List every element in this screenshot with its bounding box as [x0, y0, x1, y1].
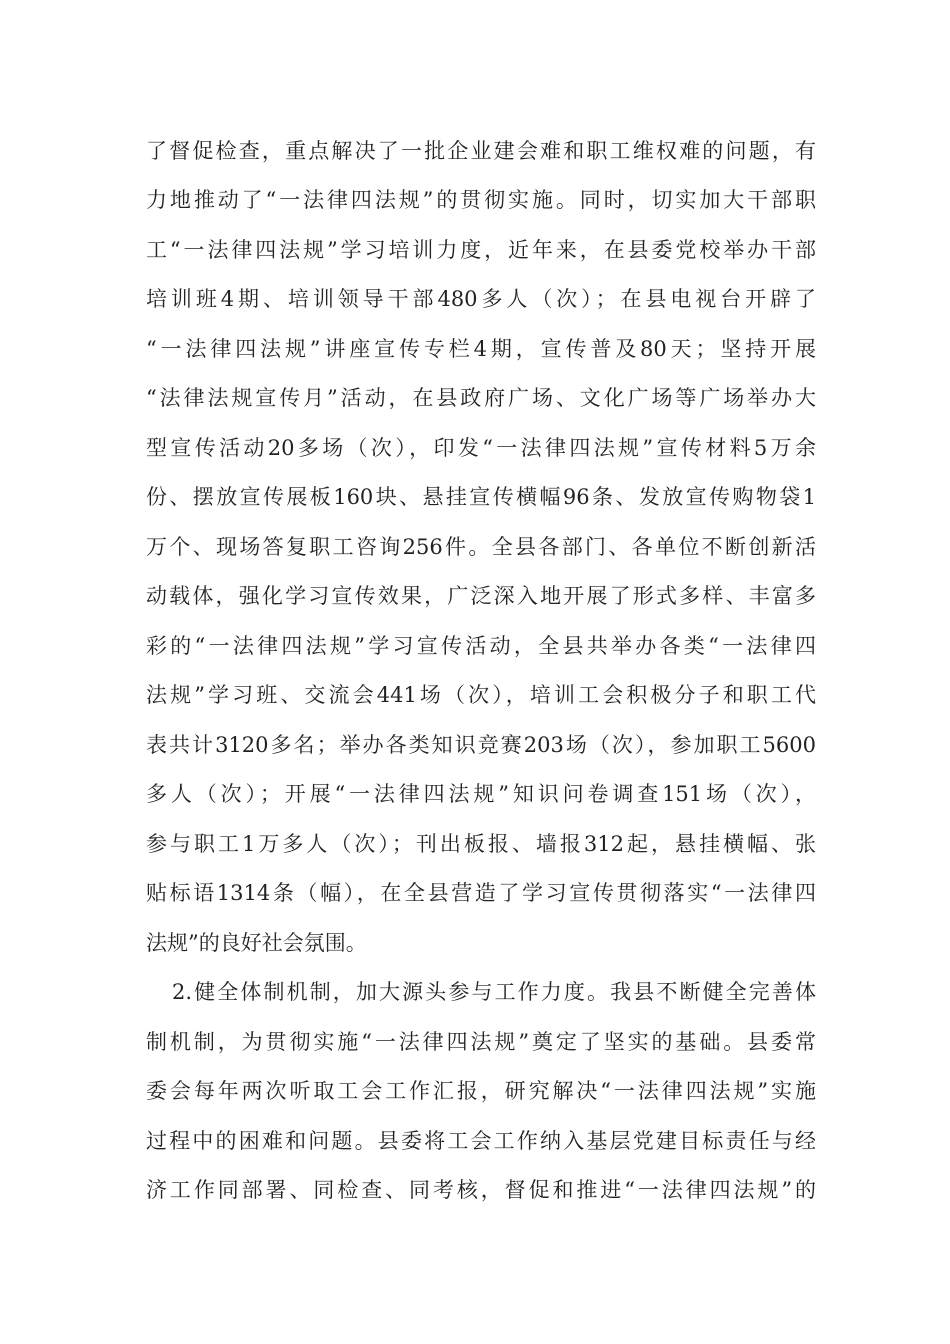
text-line: 型宣传活动20多场（次），印发“一法律四法规”宣传材料5万余	[146, 436, 816, 460]
text-line: 了督促检查，重点解决了一批企业建会难和职工维权难的问题，有	[146, 139, 816, 163]
text-line: 制机制，为贯彻实施“一法律四法规”奠定了坚实的基础。县委常	[146, 1030, 816, 1054]
text-line: 2.健全体制机制，加大源头参与工作力度。我县不断健全完善体	[172, 980, 816, 1004]
text-line: 委会每年两次听取工会工作汇报，研究解决“一法律四法规”实施	[146, 1079, 816, 1103]
text-line: 参与职工1万多人（次）；刊出板报、墙报312起，悬挂横幅、张	[146, 832, 816, 856]
text-line: 贴标语1314条（幅），在全县营造了学习宣传贯彻落实“一法律四	[146, 881, 816, 905]
text-line: 工“一法律四法规”学习培训力度，近年来，在县委党校举办干部	[146, 238, 816, 262]
text-line: “一法律四法规”讲座宣传专栏4期，宣传普及80天；坚持开展	[146, 337, 816, 361]
text-line: 济工作同部署、同检查、同考核，督促和推进“一法律四法规”的	[146, 1178, 816, 1202]
text-line: 份、摆放宣传展板160块、悬挂宣传横幅96条、发放宣传购物袋1	[146, 485, 816, 509]
text-line: “法律法规宣传月”活动，在县政府广场、文化广场等广场举办大	[146, 386, 816, 410]
text-line: 万个、现场答复职工咨询256件。全县各部门、各单位不断创新活	[146, 535, 816, 559]
text-line: 培训班4期、培训领导干部480多人（次）；在县电视台开辟了	[146, 287, 816, 311]
text-line: 多人（次）；开展“一法律四法规”知识问卷调查151场（次），	[146, 782, 816, 806]
text-line: 动载体，强化学习宣传效果，广泛深入地开展了形式多样、丰富多	[146, 584, 816, 608]
text-line: 法规”学习班、交流会441场（次），培训工会积极分子和职工代	[146, 683, 816, 707]
text-line: 表共计3120多名；举办各类知识竞赛203场（次），参加职工5600	[146, 733, 816, 757]
text-line: 力地推动了“一法律四法规”的贯彻实施。同时，切实加大干部职	[146, 188, 816, 212]
text-line: 过程中的困难和问题。县委将工会工作纳入基层党建目标责任与经	[146, 1129, 816, 1153]
text-line: 法规”的良好社会氛围。	[146, 931, 367, 955]
text-line: 彩的“一法律四法规”学习宣传活动，全县共举办各类“一法律四	[146, 634, 816, 658]
